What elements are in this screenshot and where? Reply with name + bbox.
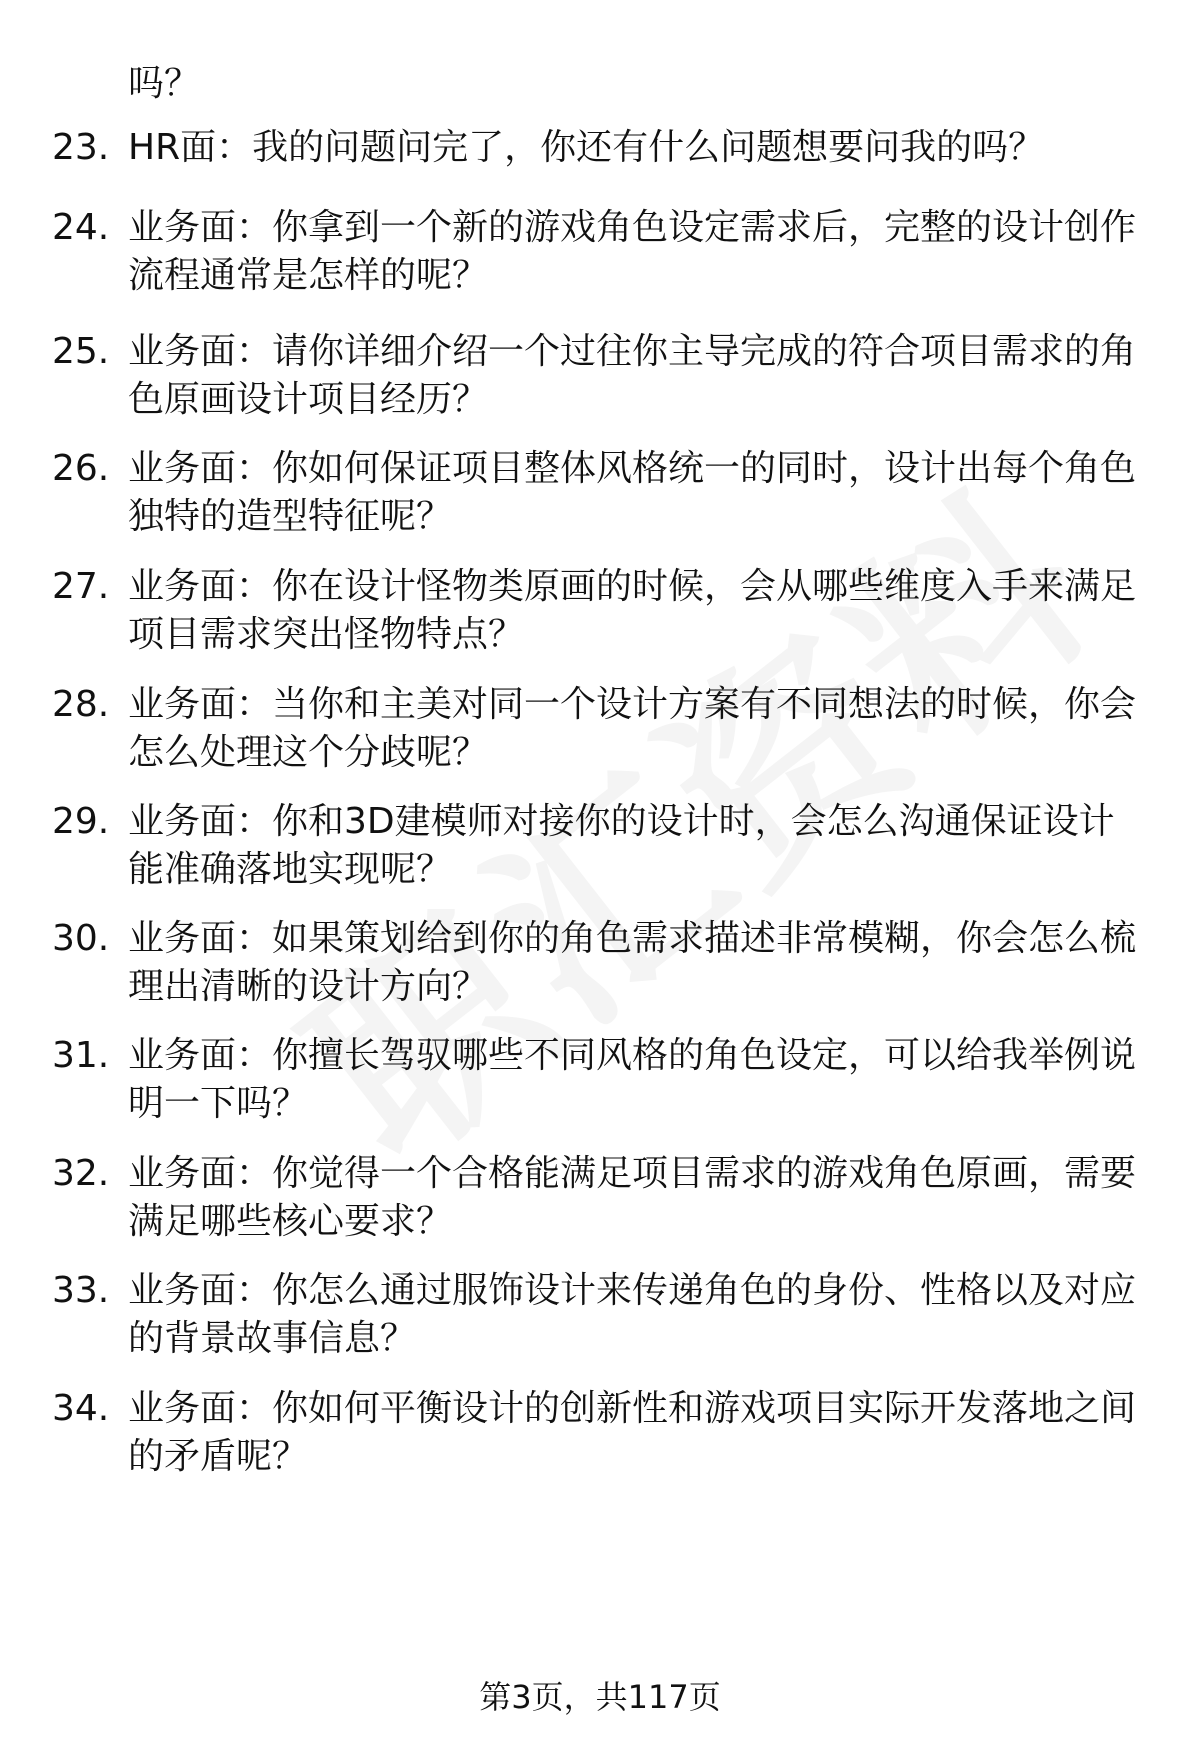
question-number: 29. (52, 801, 110, 842)
question-text: 业务面：你拿到一个新的游戏角色设定需求后，完整的设计创作流程通常是怎样的呢？ (128, 207, 1137, 296)
question-text: HR面：我的问题问完了，你还有什么问题想要问我的吗？ (128, 127, 1045, 168)
question-text: 业务面：你和3D建模师对接你的设计时，会怎么沟通保证设计能准确落地实现呢？ (128, 801, 1115, 890)
question-text: 业务面：你在设计怪物类原画的时候，会从哪些维度入手来满足项目需求突出怪物特点？ (128, 566, 1137, 655)
question-number: 26. (52, 448, 110, 489)
question-number: 24. (52, 207, 110, 248)
question-text: 业务面：你如何平衡设计的创新性和游戏项目实际开发落地之间的矛盾呢？ (128, 1388, 1137, 1477)
question-text: 业务面：请你详细介绍一个过往你主导完成的符合项目需求的角色原画设计项目经历？ (128, 331, 1137, 420)
question-text: 业务面：你觉得一个合格能满足项目需求的游戏角色原画，需要满足哪些核心要求？ (128, 1153, 1137, 1242)
question-text: 业务面：如果策划给到你的角色需求描述非常模糊，你会怎么梳理出清晰的设计方向？ (128, 918, 1137, 1007)
question-text: 业务面：你擅长驾驭哪些不同风格的角色设定，可以给我举例说明一下吗？ (128, 1035, 1137, 1124)
question-number: 28. (52, 684, 110, 725)
question-number: 32. (52, 1153, 110, 1194)
question-number: 25. (52, 331, 110, 372)
page-footer: 第3页，共117页 (479, 1678, 721, 1716)
continued-question-text: 吗？ (128, 63, 201, 104)
question-number: 30. (52, 918, 110, 959)
question-text: 业务面：当你和主美对同一个设计方案有不同想法的时候，你会怎么处理这个分歧呢？ (128, 684, 1137, 773)
question-number: 33. (52, 1270, 110, 1311)
question-number: 23. (52, 127, 110, 168)
question-text: 业务面：你如何保证项目整体风格统一的同时，设计出每个角色独特的造型特征呢？ (128, 448, 1137, 537)
question-number: 34. (52, 1388, 110, 1429)
question-number: 27. (52, 566, 110, 607)
question-number: 31. (52, 1035, 110, 1076)
question-text: 业务面：你怎么通过服饰设计来传递角色的身份、性格以及对应的背景故事信息？ (128, 1270, 1137, 1359)
